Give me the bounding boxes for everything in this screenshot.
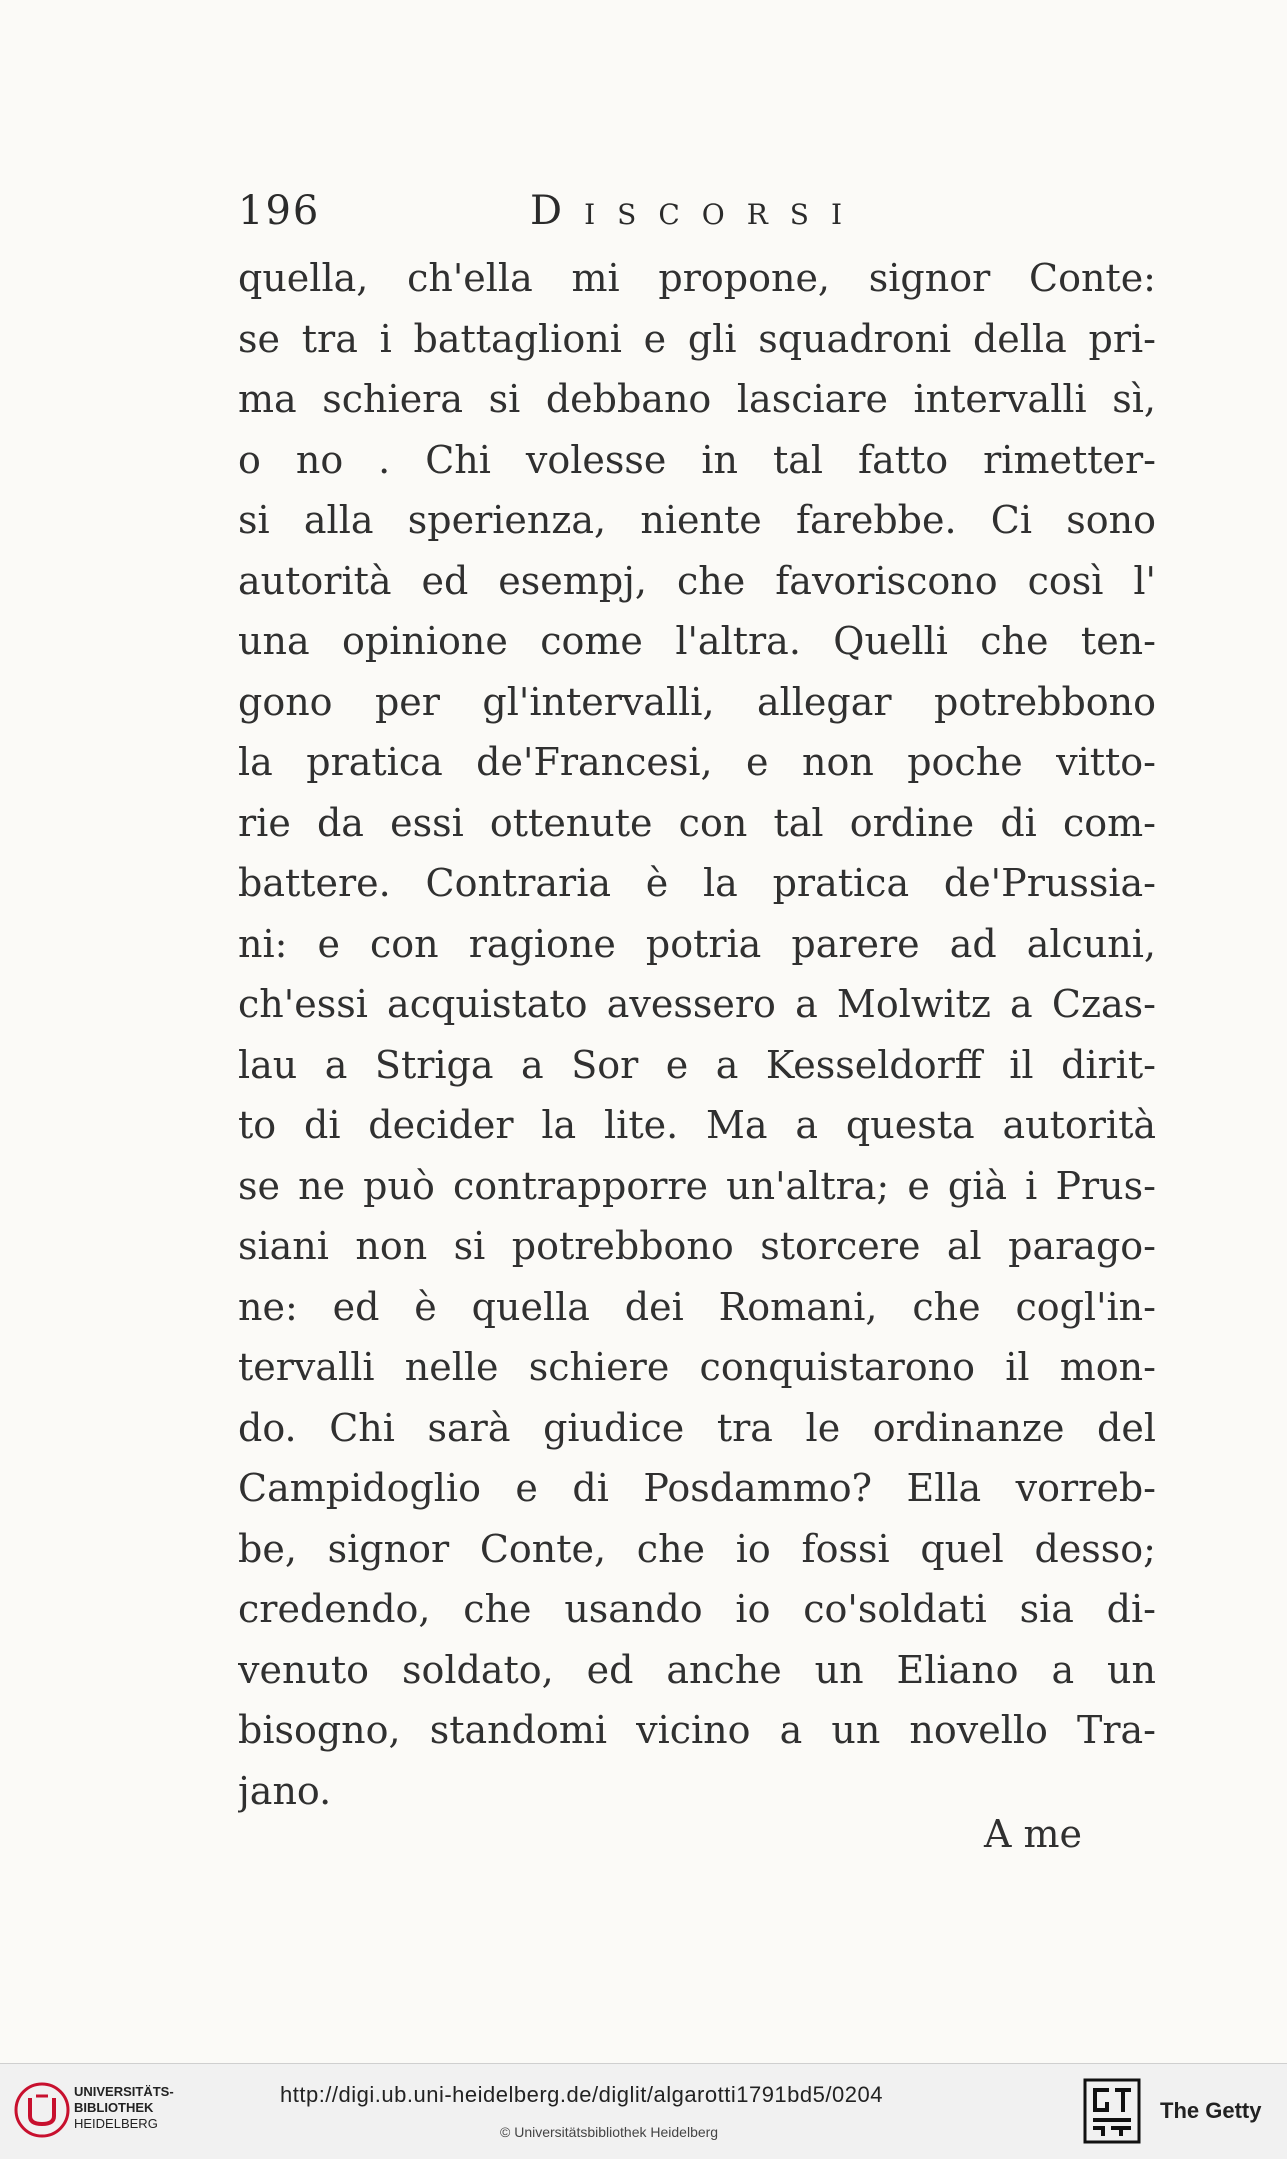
- text-line: be, signor Conte, che io fossi quel desso;: [238, 1526, 1156, 1571]
- permalink-url[interactable]: http://digi.ub.uni-heidelberg.de/diglit/algarotti1791bd5/0204: [280, 2082, 883, 2107]
- text-line: Campidoglio e di Posdammo? Ella vorreb-: [238, 1466, 1156, 1510]
- text-line: rie da essi ottenute con tal ordine di com-: [238, 800, 1156, 845]
- text-line: do. Chi sarà giudice tra le ordinanze del: [238, 1405, 1156, 1450]
- viewer-footer: [0, 2063, 1287, 2159]
- copyright-notice: © Universitätsbibliothek Heidelberg: [500, 2124, 719, 2140]
- text-line: gono per gl'intervalli, allegar potrebbono: [238, 679, 1156, 724]
- catchword: A me: [984, 1812, 1083, 1856]
- text-line: to di decider la lite. Ma a questa autorità: [238, 1103, 1156, 1147]
- text-line: siani non si potrebbono storcere al parago-: [238, 1224, 1156, 1268]
- library-name-line: UNIVERSITÄTS-: [74, 2084, 174, 2099]
- library-name-line: HEIDELBERG: [74, 2116, 158, 2131]
- page-header: [238, 188, 878, 248]
- university-library-logo-icon: [14, 2082, 70, 2138]
- text-line: una opinione come l'altra. Quelli che ten-: [238, 619, 1156, 663]
- text-line: credendo, che usando io co'soldati sia di-: [238, 1587, 1156, 1631]
- text-line: se ne può contrapporre un'altra; e già i Prus-: [238, 1163, 1156, 1208]
- text-line: o no . Chi volesse in tal fatto rimetter-: [238, 437, 1156, 482]
- text-line: la pratica de'Francesi, e non poche vitto-: [238, 740, 1156, 784]
- text-line: se tra i battaglioni e gli squadroni della pri-: [238, 316, 1156, 361]
- text-line: battere. Contraria è la pratica de'Prussia-: [238, 861, 1156, 905]
- text-line: tervalli nelle schiere conquistarono il mon-: [238, 1345, 1156, 1389]
- text-line: jano.: [238, 1768, 332, 1813]
- text-line: venuto soldato, ed anche un Eliano a un: [238, 1647, 1156, 1692]
- text-line: si alla sperienza, niente farebbe. Ci sono: [238, 498, 1156, 542]
- text-line: quella, ch'ella mi propone, signor Conte:: [238, 256, 1156, 300]
- getty-logo-icon: [1083, 2078, 1141, 2144]
- text-line: ne: ed è quella dei Romani, che cogl'in-: [238, 1284, 1156, 1329]
- partner-name: The Getty: [1160, 2098, 1262, 2123]
- text-line: ch'essi acquistato avessero a Molwitz a Czas-: [238, 982, 1156, 1026]
- page-number: 196: [238, 188, 321, 234]
- text-line: lau a Striga a Sor e a Kesseldorff il dirit-: [238, 1042, 1156, 1087]
- text-line: ni: e con ragione potria parere ad alcuni,: [238, 921, 1156, 966]
- running-head: Discorsi: [530, 188, 865, 234]
- library-name-line: BIBLIOTHEK: [74, 2100, 154, 2115]
- university-library-name: [74, 2084, 174, 2132]
- body-text: [238, 248, 1156, 1821]
- text-line: bisogno, standomi vicino a un novello Tra-: [238, 1708, 1156, 1752]
- text-line: autorità ed esempj, che favoriscono così l': [238, 558, 1156, 603]
- text-line: ma schiera si debbano lasciare intervalli sì,: [238, 377, 1156, 421]
